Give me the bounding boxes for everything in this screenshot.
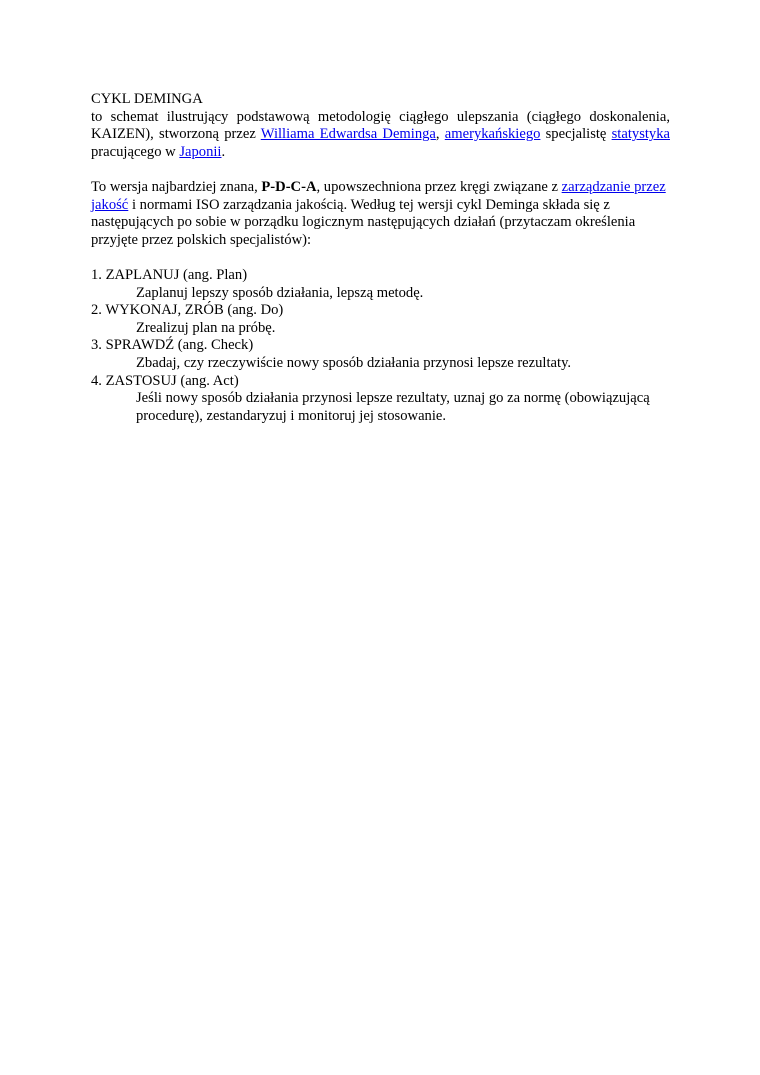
pdca-text-3: i normami ISO zarządzania jakością. Według tej wersji cykl Deminga składa się z następujących po sobie w porządku logicznym następujących działań (przytaczam określenia przyjęte przez polskich specjalistów): bbox=[91, 196, 636, 248]
step-item bbox=[91, 302, 670, 337]
intro-text-3: specjalistę bbox=[540, 126, 612, 143]
step-item bbox=[91, 267, 670, 302]
intro-text-4: pracującego w bbox=[91, 143, 180, 160]
link-american[interactable]: amerykańskiego bbox=[444, 126, 541, 143]
step-description: Zbadaj, czy rzeczywiście nowy sposób działania przynosi lepsze rezultaty. bbox=[136, 354, 572, 371]
intro-text-5: . bbox=[221, 143, 226, 160]
step-description: Zrealizuj plan na próbę. bbox=[136, 319, 276, 336]
intro-text-2: , bbox=[435, 126, 445, 143]
link-quality-management[interactable]: zarządzanie przez jakość bbox=[91, 178, 666, 213]
pdca-text-2: , upowszechniona przez kręgi związane z bbox=[316, 178, 562, 195]
steps-list bbox=[91, 267, 670, 425]
step-description: Jeśli nowy sposób działania przynosi lepsze rezultaty, uznaj go za normę (obowiązującą procedurę), zestandaryzuj i monitoruj jej stosowanie. bbox=[136, 390, 650, 424]
step-item bbox=[91, 373, 670, 426]
pdca-paragraph bbox=[91, 179, 670, 249]
document-body bbox=[91, 91, 670, 425]
link-statistician[interactable]: statystyka bbox=[611, 126, 670, 143]
intro-text-1: to schemat ilustrujący podstawową metodologię ciągłego ulepszania (ciągłego doskonalenia, KAIZEN), stworzoną przez bbox=[91, 108, 670, 143]
pdca-acronym: P-D-C-A bbox=[261, 178, 317, 195]
intro-paragraph bbox=[91, 109, 670, 162]
link-japan[interactable]: Japonii bbox=[179, 143, 222, 160]
paragraph-spacer bbox=[91, 249, 670, 267]
step-item bbox=[91, 337, 670, 372]
paragraph-spacer bbox=[91, 161, 670, 179]
document-title: CYKL DEMINGA bbox=[91, 91, 203, 107]
step-description: Zaplanuj lepszy sposób działania, lepszą metodę. bbox=[136, 284, 424, 301]
step-heading: 1. ZAPLANUJ (ang. Plan) bbox=[91, 266, 248, 283]
step-heading: 2. WYKONAJ, ZRÓB (ang. Do) bbox=[91, 302, 284, 319]
step-heading: 3. SPRAWDŹ (ang. Check) bbox=[91, 337, 254, 354]
step-heading: 4. ZASTOSUJ (ang. Act) bbox=[91, 372, 239, 389]
pdca-text-1: To wersja najbardziej znana, bbox=[91, 178, 262, 195]
link-william-edwards-deming[interactable]: Williama Edwardsa Deminga bbox=[260, 126, 436, 143]
